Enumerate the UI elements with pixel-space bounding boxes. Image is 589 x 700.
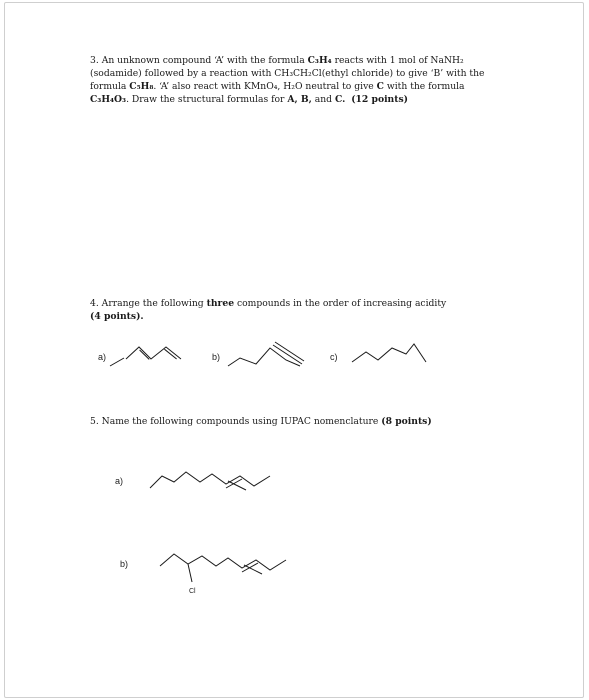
compound-label-5a: a)	[115, 476, 124, 486]
compound-label-4c: c)	[330, 352, 338, 362]
question-5	[90, 415, 520, 428]
carbon-chain	[228, 348, 300, 366]
question-4-points: (4 points).	[90, 311, 144, 322]
carbon-chain	[126, 347, 181, 359]
compound-label-5b: b)	[120, 559, 129, 569]
carbon-chain	[352, 344, 426, 362]
question-4-text: 4. Arrange the following three compounds in the order of increasing acidity (4 points).	[90, 298, 447, 322]
c-cl-bond	[188, 564, 192, 582]
double-bond-line	[140, 350, 150, 359]
question-3-points: (12 points)	[351, 94, 409, 105]
carbon-chain	[160, 554, 286, 570]
question-3-text: 3. An unknown compound ‘A’ with the formula C₃H₄ reacts with 1 mol of NaNH₂ (sodamide) followed by a reaction with CH₃CH₂Cl(ethyl chloride) to give ‘B’ with the formula C₅H₈. ‘A’ also react with KMnO₄, H₂O neutral to give C with the formula C₃H₄O₃. Draw the structural formulas for A, B, and C. (12 points)	[90, 55, 485, 105]
structure-4c	[352, 340, 442, 370]
chloro-substituent-label: Cl	[189, 588, 196, 595]
compound-label-4b: b)	[212, 352, 221, 362]
triple-bond-line	[275, 342, 304, 361]
structure-5b	[160, 548, 290, 596]
structure-5a	[150, 466, 280, 492]
question-3	[90, 54, 520, 106]
question-4	[90, 297, 520, 323]
structure-4b	[228, 340, 318, 370]
question-5-points: (8 points)	[381, 416, 432, 427]
structure-4a	[110, 340, 190, 370]
carbon-chain	[150, 472, 270, 488]
question-5-text: 5. Name the following compounds using IUPAC nomenclature (8 points)	[90, 416, 432, 427]
bond	[110, 358, 124, 366]
compound-label-4a: a)	[98, 352, 107, 362]
